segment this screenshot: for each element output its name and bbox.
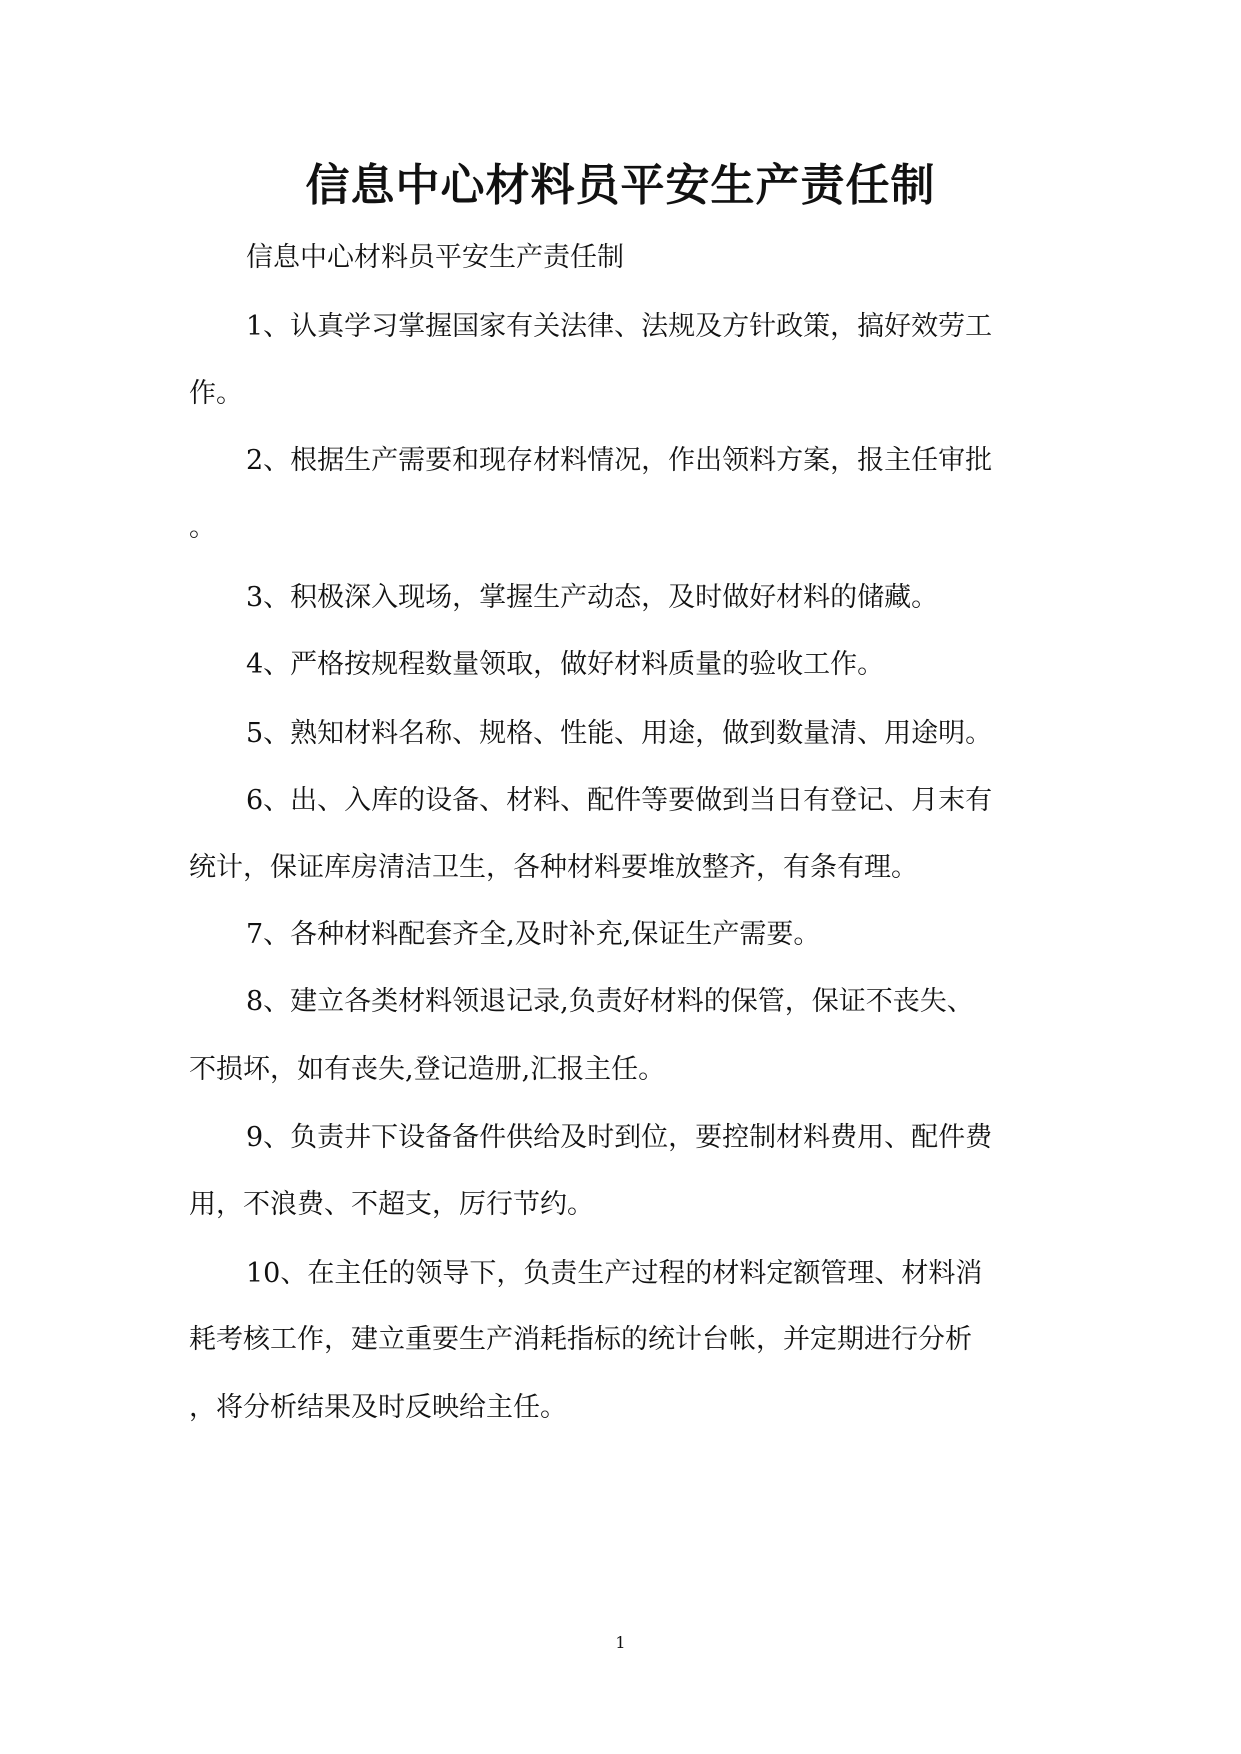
item-8-line-2: 不损坏，如有丧失,登记造册,汇报主任。 <box>189 1054 666 1085</box>
item-3-line-1: 3、积极深入现场，掌握生产动态，及时做好材料的储藏。 <box>246 582 939 613</box>
item-10-line-3: ，将分析结果及时反映给主任。 <box>189 1392 567 1423</box>
item-2-line-2: 。 <box>189 512 216 543</box>
item-2-line-1: 2、根据生产需要和现存材料情况，作出领料方案，报主任审批 <box>246 445 993 476</box>
item-6-line-2: 统计，保证库房清洁卫生，各种材料要堆放整齐，有条有理。 <box>189 852 918 883</box>
item-4-line-1: 4、严格按规程数量领取，做好材料质量的验收工作。 <box>246 649 885 680</box>
item-1-line-2: 作。 <box>189 378 243 409</box>
item-10-line-1: 10、在主任的领导下，负责生产过程的材料定额管理、材料消 <box>246 1258 983 1289</box>
item-8-line-1: 8、建立各类材料领退记录,负责好材料的保管，保证不丧失、 <box>246 986 974 1017</box>
item-9-line-2: 用，不浪费、不超支，厉行节约。 <box>189 1189 594 1220</box>
item-6-line-1: 6、出、入库的设备、材料、配件等要做到当日有登记、月末有 <box>246 785 993 816</box>
intro-line: 信息中心材料员平安生产责任制 <box>246 242 624 273</box>
item-5-line-1: 5、熟知材料名称、规格、性能、用途，做到数量清、用途明。 <box>246 718 993 749</box>
document-title: 信息中心材料员平安生产责任制 <box>305 160 936 211</box>
page-number: 1 <box>615 1633 626 1652</box>
item-7-line-1: 7、各种材料配套齐全,及时补充,保证生产需要。 <box>246 919 821 950</box>
item-10-line-2: 耗考核工作，建立重要生产消耗指标的统计台帐，并定期进行分析 <box>189 1324 972 1355</box>
item-9-line-1: 9、负责井下设备备件供给及时到位，要控制材料费用、配件费 <box>246 1122 993 1153</box>
item-1-line-1: 1、认真学习掌握国家有关法律、法规及方针政策，搞好效劳工 <box>246 311 993 342</box>
